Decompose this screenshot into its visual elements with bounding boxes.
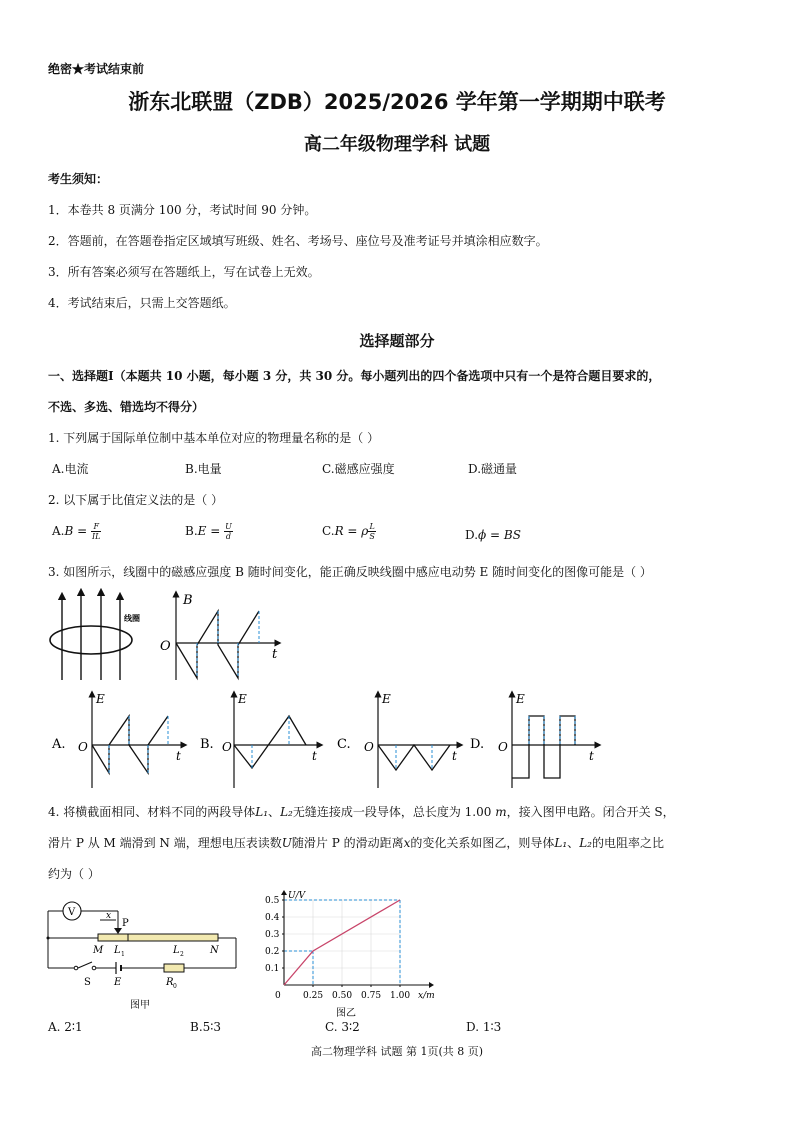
coil-label: 线圈: [124, 613, 140, 623]
q3-option-graphs: [48, 688, 608, 792]
t-label: t: [589, 749, 594, 763]
notice-item: 1．本卷共 8 页满分 100 分，考试时间 90 分钟。: [48, 203, 317, 217]
q2-option-a: A.B = $\frac{F}{IL}$: [52, 522, 101, 541]
question-1-stem: 1. 下列属于国际单位制中基本单位对应的物理量名称的是（ ）: [48, 431, 380, 445]
exam-title: 浙东北联盟（ZDB）2025/2026 学年第一学期期中联考: [128, 90, 666, 114]
slider-p-label: P: [122, 918, 129, 929]
t-label: t: [452, 749, 457, 763]
question-4-stem-line2: 滑片 P 从 M 端滑到 N 端，理想电压表读数U随滑片 P 的滑动距离x的变化关系如图乙，则导体L₁、L₂的电阻率之比: [48, 836, 664, 850]
notice-item: 4．考试结束后，只需上交答题纸。: [48, 296, 236, 310]
l1-sub: 1: [121, 951, 125, 958]
option-c-label: C.: [337, 737, 351, 752]
y-tick-label: 0.4: [265, 913, 280, 923]
e-label: E: [382, 692, 391, 706]
question-3-stem: 3. 如图所示，线圈中的磁感应强度 B 随时间变化，能正确反映线圈中感应电动势 E 随时间变化的图像可能是（ ）: [48, 565, 652, 579]
b-axis-label: B: [183, 593, 193, 608]
q4-option-d: D. 1∶3: [466, 1020, 502, 1034]
question-4-stem-line1: 4. 将横截面相同、材料不同的两段导体L₁、L₂无缝连接成一段导体，总长度为 1.00 m，接入图甲电路。闭合开关 S，: [48, 805, 675, 819]
u-x-chart: [258, 884, 448, 1022]
option-b-label: B.: [200, 737, 214, 752]
l1-label: L: [114, 945, 121, 956]
curve-b: [234, 716, 306, 768]
x-tick-label: 0.25: [303, 991, 324, 1001]
option-a-label: A.: [52, 737, 66, 752]
origin-label: O: [498, 740, 508, 754]
q1-option-c: C.磁感应强度: [322, 462, 395, 476]
x-tick-label: 1.00: [390, 991, 411, 1001]
exam-subtitle: 高二年级物理学科 试题: [303, 134, 491, 155]
y-tick-label: 0.2: [265, 947, 280, 957]
q2-option-b: B.E = $\frac{U}{d}$: [185, 522, 232, 541]
l2-sub: 2: [180, 951, 184, 958]
end-n-label: N: [210, 945, 219, 956]
x-label: x: [106, 911, 112, 921]
battery-label: E: [114, 977, 122, 988]
section-instructions-cont: 不选、多选、错选均不得分）: [48, 400, 205, 414]
curve-c: [378, 745, 450, 770]
switch-s: [78, 962, 92, 968]
e-label: E: [516, 692, 525, 706]
question-4-stem-line3: 约为（ ）: [48, 867, 100, 881]
t-label: t: [312, 749, 317, 763]
origin-label: O: [222, 740, 232, 754]
conductor-l2: [128, 934, 218, 941]
y-tick-label: 0.5: [265, 896, 280, 906]
y-axis-label: U/V: [288, 891, 306, 901]
q4-option-c: C. 3∶2: [325, 1020, 360, 1034]
t-axis-label: t: [272, 647, 278, 662]
notice-item: 3．所有答案必须写在答题纸上，写在试卷上无效。: [48, 265, 320, 279]
end-m-label: M: [93, 945, 104, 956]
figure-jia-caption: 图甲: [130, 1000, 150, 1011]
origin-label: 0: [275, 991, 281, 1001]
conductor-l1: [98, 934, 128, 941]
notice-title: 考生须知：: [48, 172, 109, 186]
x-axis-label: x/m: [418, 991, 435, 1001]
section-title: 选择题部分: [359, 332, 435, 350]
q1-option-a: A.电流: [52, 462, 89, 476]
option-d-label: D.: [470, 737, 485, 752]
x-tick-label: 0.50: [332, 991, 353, 1001]
origin-label: O: [78, 740, 88, 754]
y-tick-label: 0.3: [265, 930, 280, 940]
e-label: E: [238, 692, 247, 706]
x-tick-label: 0.75: [361, 991, 382, 1001]
y-axis-arrow: [281, 890, 287, 895]
question-2-stem: 2. 以下属于比值定义法的是（ ）: [48, 493, 224, 507]
q2-option-c: C.R = ρ $\frac{L}{S}$: [322, 522, 375, 541]
q1-option-d: D.磁通量: [468, 462, 518, 476]
l2-label: L: [173, 945, 180, 956]
e-label: E: [96, 692, 105, 706]
circuit-diagram: [40, 896, 250, 1016]
switch-label: S: [84, 977, 91, 988]
q3-coil-and-b-graph: [40, 588, 300, 688]
page-footer: 高二物理学科 试题 第 1页(共 8 页): [310, 1045, 484, 1058]
resistor-r0: [164, 964, 184, 972]
y-tick-label: 0.1: [265, 964, 280, 974]
curve-d: [512, 716, 575, 778]
origin-label: O: [364, 740, 374, 754]
voltmeter-label: V: [68, 907, 76, 918]
slider-p: [114, 928, 122, 934]
q4-option-a: A. 2∶1: [48, 1020, 83, 1034]
q2-option-d: D.ϕ = BS: [465, 528, 521, 542]
t-label: t: [176, 749, 181, 763]
r0-label: R: [166, 977, 174, 988]
r0-sub: 0: [173, 983, 177, 990]
section-instructions: 一、选择题Ⅰ（本题共 10 小题，每小题 3 分，共 30 分。每小题列出的四个备选项中只有一个是符合题目要求的，: [48, 369, 661, 383]
notice-item: 2．答题前，在答题卷指定区域填写班级、姓名、考场号、座位号及准考证号并填涂相应数字。: [48, 234, 548, 248]
origin-label: O: [160, 639, 171, 654]
q4-option-b: B.5∶3: [190, 1020, 222, 1034]
q1-option-b: B.电量: [185, 462, 222, 476]
x-axis-arrow: [429, 982, 434, 988]
confidential-mark: 绝密★考试结束前: [48, 62, 145, 76]
figure-yi-caption: 图乙: [336, 1008, 356, 1019]
